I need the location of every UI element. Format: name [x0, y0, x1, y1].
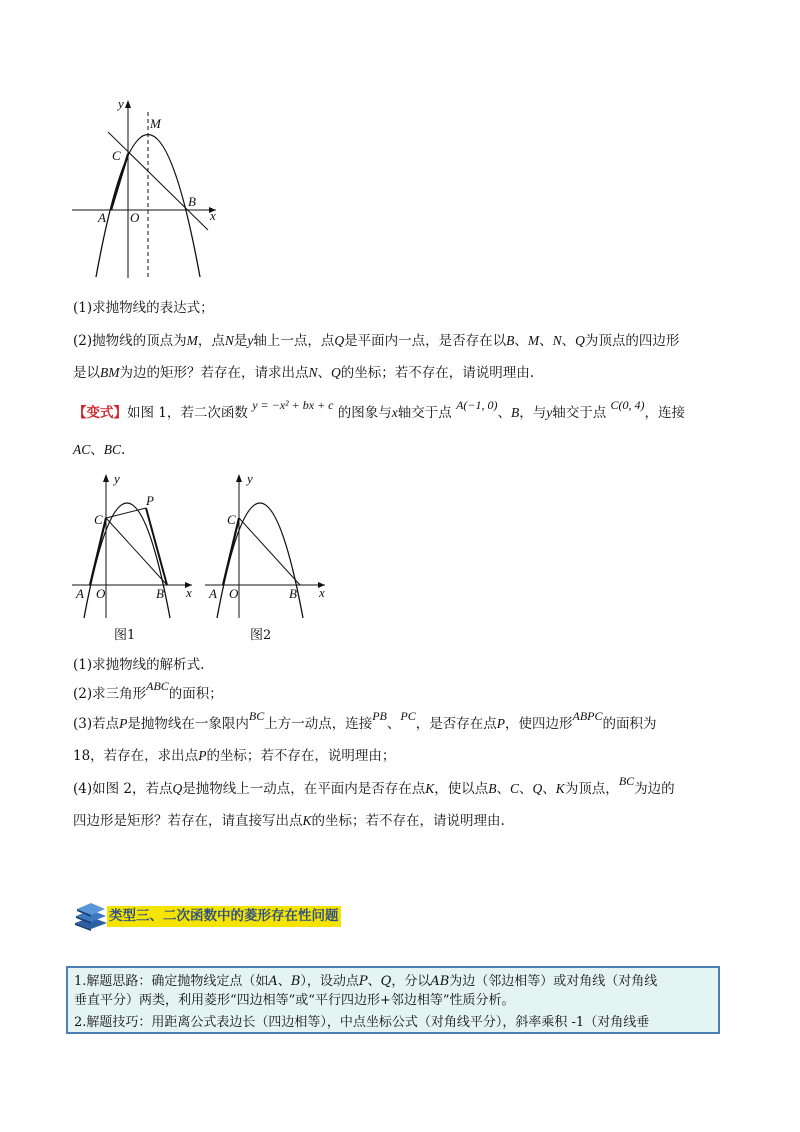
figure-parabola-m [70, 92, 230, 282]
label-o: O [96, 586, 106, 601]
segment-bc [239, 518, 300, 585]
label-y: y [114, 471, 120, 486]
figure-caption-2: 图2 [250, 628, 272, 643]
label-b: B [156, 586, 164, 601]
problem2-q4-line1: (4)如图 2，若点Q是抛物线上一动点，在平面内是否存在点K，使以点B、C、Q、K为顶点，BC为边的 [73, 774, 675, 797]
variant-line2: AC、BC. [73, 442, 126, 458]
section-title: 类型三、二次函数中的菱形存在性问题 [107, 906, 341, 927]
label-c: C [94, 512, 103, 527]
label-b: B [188, 194, 196, 209]
label-c: C [112, 148, 121, 163]
line-cb [108, 132, 208, 230]
variant-tag: 【变式】 [73, 405, 127, 421]
label-a: A [209, 586, 217, 601]
label-c: C [227, 512, 236, 527]
problem2-q1: (1)求抛物线的解析式. [73, 657, 205, 673]
figure-caption-1: 图1 [114, 628, 136, 643]
label-p: P [146, 493, 154, 508]
figure-variant-2 [203, 470, 333, 620]
y-axis-arrow-icon [125, 100, 131, 108]
problem1-q1: (1)求抛物线的表达式； [73, 300, 214, 316]
tips-line2: 垂直平分）两类，利用菱形“四边相等”或“平行四边形+邻边相等”性质分析。 [74, 993, 515, 1008]
label-y: y [118, 96, 124, 111]
segment-ac [223, 518, 239, 585]
problem2-q4-line2: 四边形是矩形？若存在，请直接写出点K的坐标；若不存在，请说明理由. [73, 813, 505, 829]
label-y: y [247, 471, 253, 486]
problem2-q3-line2: 18，若存在，求出点P的坐标；若不存在，说明理由； [73, 748, 396, 764]
y-axis-arrow-icon [103, 474, 109, 482]
books-stack-icon [73, 903, 109, 931]
figure-variant-1 [70, 470, 200, 620]
problem2-q2: (2)求三角形ABC的面积； [73, 679, 223, 702]
label-b: B [289, 586, 297, 601]
label-a: A [76, 586, 84, 601]
label-o: O [229, 586, 239, 601]
segment-ac [90, 518, 106, 585]
tips-line1: 1.解题思路：确定抛物线定点（如A、B），设动点P、Q，分以AB为边（邻边相等）或对角线（对角线 [74, 974, 658, 989]
label-m: M [150, 116, 161, 131]
problem2-q3-line1: (3)若点P是抛物线在一象限内BC上方一动点，连接PB、PC，是否存在点P，使四边形ABPC的面积为 [73, 709, 657, 732]
variant-line1: 【变式】如图 1，若二次函数 y = −x² + bx + c 的图象与x轴交于点 A(−1, 0)、B，与y轴交于点 C(0, 4)，连接 [73, 398, 686, 421]
label-a: A [98, 210, 106, 225]
label-x: x [186, 585, 192, 600]
problem1-q2-line2: 是以BM为边的矩形？若存在，请求出点N、Q的坐标；若不存在，请说明理由. [73, 365, 535, 381]
label-x: x [319, 585, 325, 600]
label-o: O [130, 210, 140, 225]
tips-line3: 2.解题技巧：用距离公式表边长（四边相等），中点坐标公式（对角线平分），斜率乘积 -1（对角线垂 [74, 1015, 650, 1030]
y-axis-arrow-icon [236, 474, 242, 482]
label-x: x [210, 208, 216, 223]
tips-box [66, 966, 720, 1034]
problem1-q2-line1: (2)抛物线的顶点为M，点N是y轴上一点，点Q是平面内一点，是否存在以B、M、N、Q为顶点的四边形 [73, 333, 680, 349]
